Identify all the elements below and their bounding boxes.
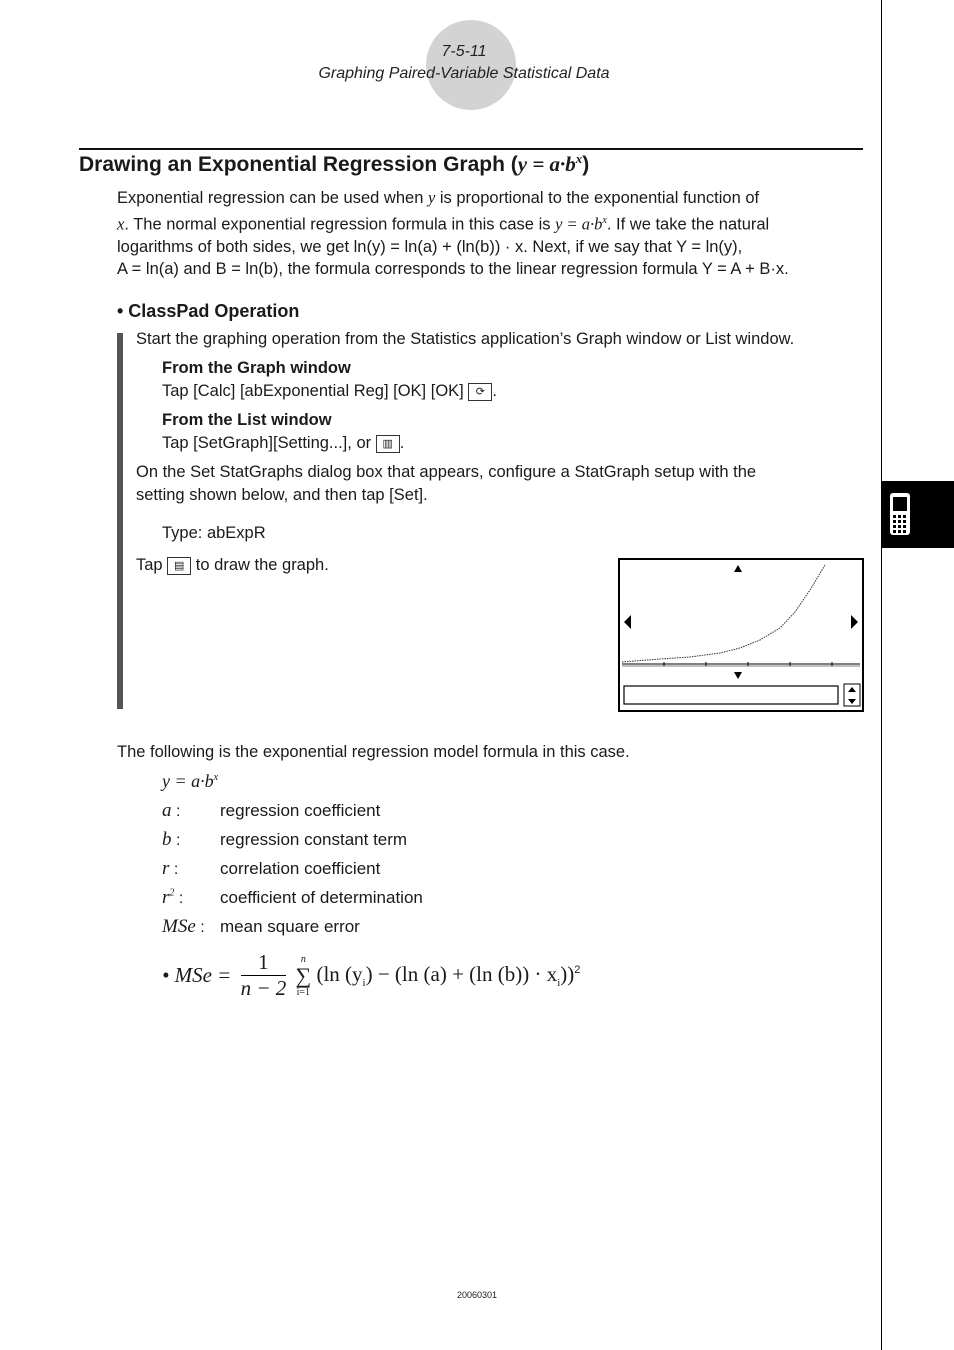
def-r: r : correlation coefficient xyxy=(162,858,381,879)
def-a: a : regression coefficient xyxy=(162,800,381,821)
step-1: Start the graphing operation from the Statistics application’s Graph window or List window. xyxy=(136,330,795,348)
list-window-heading: From the List window xyxy=(162,411,332,429)
operation-sidebar xyxy=(117,333,123,709)
margin-line xyxy=(881,0,882,1350)
graph-screen xyxy=(618,558,864,712)
chapter-tab xyxy=(882,481,954,548)
model-formula: $y = a\cdot b^x$ xyxy=(162,771,219,791)
entry-field xyxy=(624,686,838,704)
stat-setting-icon[interactable]: ▥ xyxy=(376,435,400,453)
scroll-right-icon xyxy=(851,615,858,629)
graph-icon[interactable]: ▤ xyxy=(167,557,191,575)
scroll-up-icon xyxy=(734,565,742,572)
exponential-curve-graph xyxy=(620,560,862,710)
section-title: Drawing an Exponential Regression Graph $(y = a\cdot b^x)$ xyxy=(79,151,590,176)
list-window-text: Tap [SetGraph][Setting...], or ▥ . xyxy=(162,434,405,452)
graph-window-text: Tap [Calc] [abExponential Reg] [OK] [OK] ⟳ . xyxy=(162,382,497,400)
intro-paragraph: Exponential regression can be used when y is proportional to the exponential function of x. The normal exponential regression formula in this case is $y = a\cdot b^x$. If we take the natural logarithms of both sides, we get ln(y) = ln(a) + (ln(b)) · x. Next, if we say that Y = ln(y), A = ln(a) and B = ln(b), the formula corresponds to the linear regression formula Y = A + B·x. xyxy=(117,188,789,279)
scroll-left-icon xyxy=(624,615,631,629)
graph-window-heading: From the Graph window xyxy=(162,359,351,377)
operation-heading: • ClassPad Operation xyxy=(117,301,300,321)
def-r2: $r^2$ : coefficient of determination xyxy=(162,887,423,908)
model-intro: The following is the exponential regression model formula in this case. xyxy=(117,743,630,761)
section-rule xyxy=(79,148,863,150)
def-mse: MSe : mean square error xyxy=(162,916,360,937)
mse-formula: • MSe = $\frac{1}{n - 2}$ n ∑ i=1 (ln $(y_i) - (\ln$ (a) + (ln $(b)) \cdot x_i))^2$ xyxy=(162,950,581,1000)
step-2: On the Set StatGraphs dialog box that appears, configure a StatGraph setup with the setting shown below, and then tap [Set]. xyxy=(136,463,757,504)
type-line: Type: abExpR xyxy=(162,524,266,542)
refresh-icon[interactable]: ⟳ xyxy=(468,383,492,401)
calculator-icon xyxy=(882,481,954,548)
tap-line: Tap ▤ to draw the graph. xyxy=(136,556,329,574)
def-b: b : regression constant term xyxy=(162,829,408,850)
chapter-title: Graphing Paired-Variable Statistical Data xyxy=(318,65,610,82)
footer-code: 20060301 xyxy=(456,1290,498,1300)
scroll-down-icon xyxy=(734,672,742,679)
page-number: 7-5-11 xyxy=(441,43,487,60)
